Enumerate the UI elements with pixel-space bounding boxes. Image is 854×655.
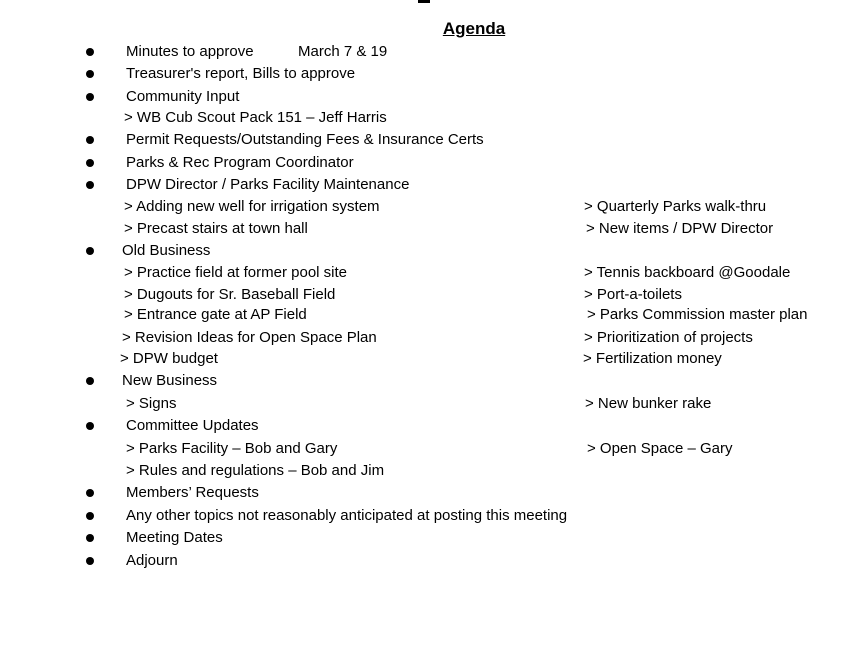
sub-item: > Prioritization of projects — [584, 329, 753, 346]
bullet-icon — [86, 247, 94, 255]
bullet-icon — [86, 377, 94, 385]
item-community-input: Community Input — [126, 88, 240, 105]
item-members-requests: Members’ Requests — [126, 484, 259, 501]
sub-item: > Dugouts for Sr. Baseball Field — [124, 286, 336, 303]
cropped-text-fragment — [418, 0, 430, 3]
sub-item: > Quarterly Parks walk-thru — [584, 198, 767, 215]
bullet-icon — [86, 557, 94, 565]
sub-item: > Parks Facility – Bob and Gary — [126, 440, 338, 457]
sub-item: > DPW budget — [120, 350, 218, 367]
sub-item: > New bunker rake — [585, 395, 712, 412]
item-permits: Permit Requests/Outstanding Fees & Insurance Certs — [126, 131, 484, 148]
sub-item: > Tennis backboard @Goodale — [584, 264, 791, 281]
bullet-icon — [86, 159, 94, 167]
sub-item: > Precast stairs at town hall — [124, 220, 308, 237]
bullet-icon — [86, 422, 94, 430]
sub-item: > Parks Commission master plan — [587, 306, 808, 323]
sub-item: > WB Cub Scout Pack 151 – Jeff Harris — [124, 109, 387, 126]
sub-item: > Port-a-toilets — [584, 286, 682, 303]
sub-item: > Practice field at former pool site — [124, 264, 348, 281]
bullet-icon — [86, 489, 94, 497]
bullet-icon — [86, 70, 94, 78]
item-adjourn: Adjourn — [126, 552, 178, 569]
item-parks-rec: Parks & Rec Program Coordinator — [126, 154, 354, 171]
item-treasurer: Treasurer's report, Bills to approve — [126, 65, 356, 82]
sub-item: > Rules and regulations – Bob and Jim — [126, 462, 385, 479]
sub-item: > Open Space – Gary — [587, 440, 733, 457]
sub-item: > Entrance gate at AP Field — [124, 306, 307, 323]
item-minutes: Minutes to approve — [126, 43, 254, 60]
bullet-icon — [86, 48, 94, 56]
sub-item: > Signs — [126, 395, 177, 412]
bullet-icon — [86, 534, 94, 542]
sub-item: > Fertilization money — [583, 350, 722, 367]
sub-item: > New items / DPW Director — [586, 220, 774, 237]
agenda-title: Agenda — [442, 19, 506, 38]
bullet-icon — [86, 512, 94, 520]
sub-item: > Revision Ideas for Open Space Plan — [122, 329, 377, 346]
item-old-business: Old Business — [122, 242, 211, 259]
item-other-topics: Any other topics not reasonably anticipated at posting this meeting — [126, 507, 568, 524]
item-meeting-dates: Meeting Dates — [126, 529, 223, 546]
item-new-business: New Business — [122, 372, 218, 389]
item-committee-updates: Committee Updates — [126, 417, 259, 434]
bullet-icon — [86, 93, 94, 101]
sub-item: > Adding new well for irrigation system — [124, 198, 380, 215]
item-minutes-dates: March 7 & 19 — [298, 43, 388, 60]
bullet-icon — [86, 181, 94, 189]
item-dpw-director: DPW Director / Parks Facility Maintenance — [126, 176, 410, 193]
bullet-icon — [86, 136, 94, 144]
